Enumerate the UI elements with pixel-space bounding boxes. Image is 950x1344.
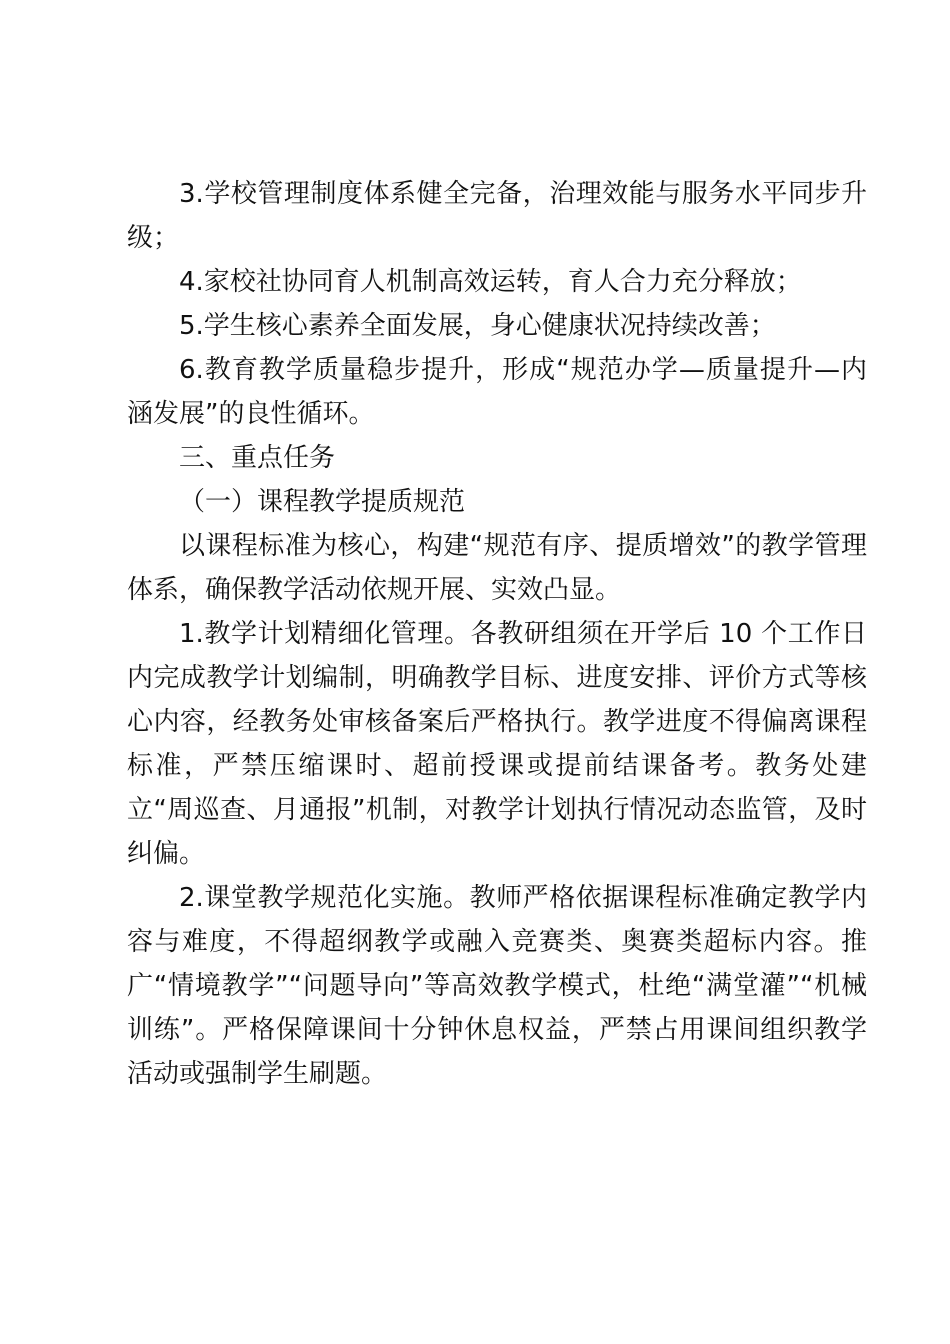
task-item-2: 2.课堂教学规范化实施。教师严格依据课程标准确定教学内容与难度，不得超纲教学或融入竞赛类、奥赛类超标内容。推广“情境教学”“问题导向”等高效教学模式，杜绝“满堂灌”“机械训练”。严格保障课间十分钟休息权益，严禁占用课间组织教学活动或强制学生刷题。 <box>127 883 867 1089</box>
section-heading: 三、重点任务 <box>179 443 336 473</box>
goal-item-3: 3.学校管理制度体系健全完备，治理效能与服务水平同步升级； <box>127 179 867 253</box>
document-body <box>127 172 867 1096</box>
subsection-intro: 以课程标准为核心，构建“规范有序、提质增效”的教学管理体系，确保教学活动依规开展、实效凸显。 <box>127 531 867 605</box>
goal-item-5: 5.学生核心素养全面发展，身心健康状况持续改善； <box>179 311 776 341</box>
goal-item-6: 6.教育教学质量稳步提升，形成“规范办学—质量提升—内涵发展”的良性循环。 <box>127 355 867 429</box>
task-item-1: 1.教学计划精细化管理。各教研组须在开学后 10 个工作日内完成教学计划编制，明确教学目标、进度安排、评价方式等核心内容，经教务处审核备案后严格执行。教学进度不得偏离课程标准，严禁压缩课时、超前授课或提前结课备考。教务处建立“周巡查、月通报”机制，对教学计划执行情况动态监管，及时纠偏。 <box>127 619 867 869</box>
subsection-heading: （一）课程教学提质规范 <box>179 487 466 517</box>
goal-item-4: 4.家校社协同育人机制高效运转，育人合力充分释放； <box>179 267 802 297</box>
